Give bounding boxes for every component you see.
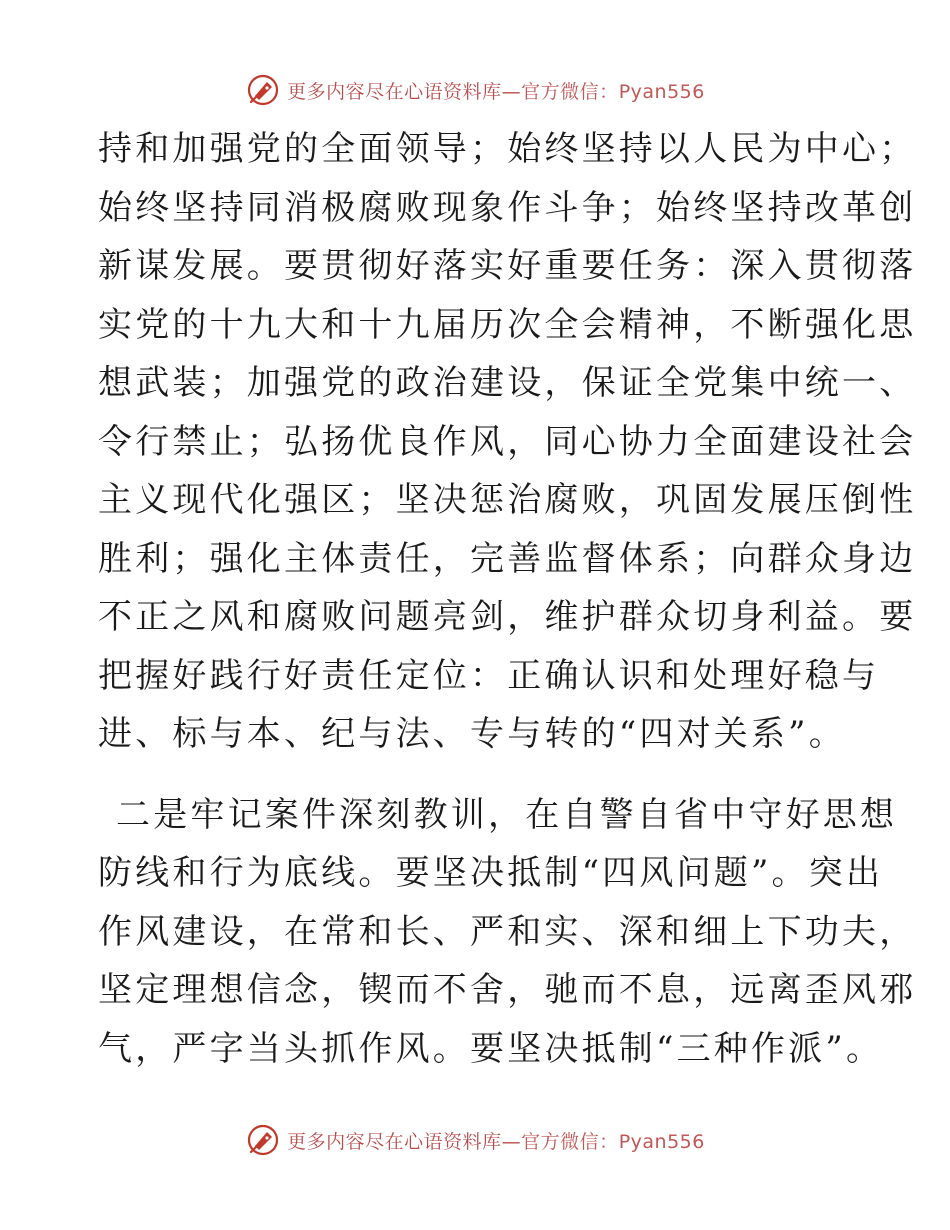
pen-nib-logo-icon xyxy=(245,72,281,108)
text-line: 实党的十九大和十九届历次全会精神，不断强化思 xyxy=(98,304,917,345)
text-line: 胜利；强化主体责任，完善监督体系；向群众身边 xyxy=(98,538,917,579)
text-line: 主义现代化强区；坚决惩治腐败，巩固发展压倒性 xyxy=(98,480,917,520)
pen-nib-logo-icon xyxy=(245,1122,281,1158)
footer-banner-text xyxy=(287,1127,705,1154)
document-body xyxy=(98,120,917,1078)
text-line: 气，严字当头抓作风。要坚决抵制“三种作派”。 xyxy=(98,1028,884,1069)
banner-wechat-id: Pyan556 xyxy=(618,1130,705,1153)
text-line: 防线和行为底线。要坚决抵制“四风问题”。突出 xyxy=(98,853,884,893)
paragraph-2 xyxy=(98,786,917,1079)
banner-source: 更多内容尽在心语资料库 xyxy=(287,1130,502,1153)
banner-separator: — xyxy=(501,1130,522,1153)
text-line: 令行禁止；弘扬优良作风，同心协力全面建设社会 xyxy=(98,421,917,462)
text-line: 进、标与本、纪与法、专与转的“四对关系”。 xyxy=(98,714,846,754)
banner-contact-label: 官方微信： xyxy=(521,80,619,103)
banner-separator: — xyxy=(501,80,522,103)
paragraph-spacer xyxy=(98,764,858,786)
text-line: 持和加强党的全面领导；始终坚持以人民为中心； xyxy=(98,129,917,169)
banner-wechat-id: Pyan556 xyxy=(618,80,705,103)
text-line: 不正之风和腐败问题亮剑，维护群众切身利益。要 xyxy=(98,597,917,637)
banner-source: 更多内容尽在心语资料库 xyxy=(287,80,502,103)
paragraph-1 xyxy=(98,120,917,764)
text-line: 新谋发展。要贯彻好落实好重要任务：深入贯彻落 xyxy=(98,246,917,286)
text-line: 把握好践行好责任定位：正确认识和处理好稳与 xyxy=(98,655,880,696)
text-line: 坚定理想信念，锲而不舍，驰而不息，远离歪风邪 xyxy=(98,970,917,1010)
banner-contact-label: 官方微信： xyxy=(521,1130,619,1153)
header-banner xyxy=(0,70,950,110)
header-banner-text xyxy=(287,77,705,104)
footer-banner xyxy=(0,1120,950,1160)
text-line: 二是牢记案件深刻教训，在自警自省中守好思想 xyxy=(116,794,898,835)
text-line: 作风建设，在常和长、严和实、深和细上下功夫， xyxy=(98,911,917,952)
text-line: 始终坚持同消极腐败现象作斗争；始终坚持改革创 xyxy=(98,187,917,228)
text-line: 想武装；加强党的政治建设，保证全党集中统一、 xyxy=(98,363,917,403)
